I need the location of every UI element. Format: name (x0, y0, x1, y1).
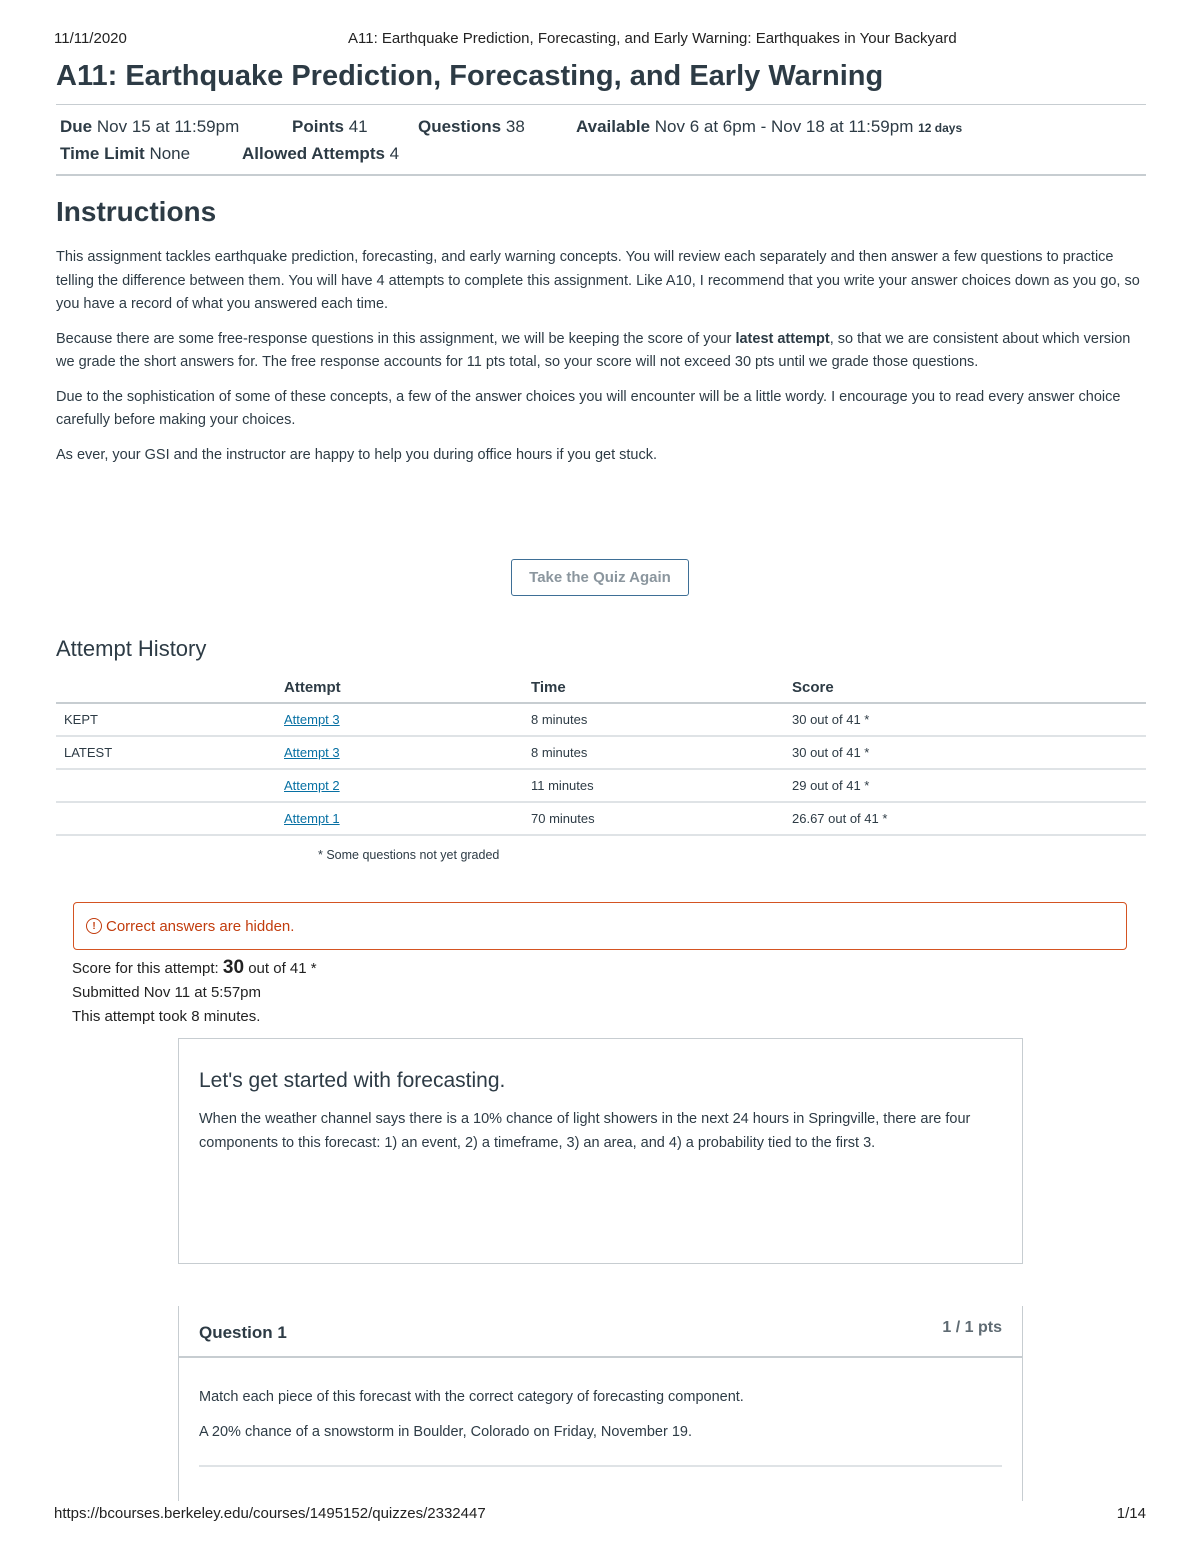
meta-due: Due Nov 15 at 11:59pm (60, 117, 240, 136)
instructions-paragraph: Because there are some free-response questions in this assignment, we will be keeping the score of your latest attempt, so that we are consistent about which version we grade the short answers for. The free response accounts for 11 pts total, so your score will not exceed 30 pts until we grade those questions. (56, 330, 1131, 370)
question-title: Question 1 (199, 1323, 287, 1342)
correct-answers-hidden-alert (73, 902, 1127, 950)
attempt-summary (72, 956, 317, 1029)
attempt-status: LATEST (56, 736, 284, 769)
forecasting-intro-block (178, 1038, 1023, 1264)
attempt-link[interactable]: Attempt 3 (284, 745, 340, 760)
question-points: 1 / 1 pts (942, 1319, 1002, 1336)
attempt-history-title: Attempt History (56, 636, 207, 661)
attempt-duration: This attempt took 8 minutes. (72, 1008, 261, 1025)
attempt-time: 8 minutes (531, 736, 792, 769)
attempt-score: 29 out of 41 * (792, 769, 1146, 802)
table-row (56, 736, 1146, 769)
table-header-row (56, 672, 1146, 703)
question-1 (178, 1306, 1023, 1501)
attempt-status: KEPT (56, 703, 284, 736)
attempt-link[interactable]: Attempt 1 (284, 811, 340, 826)
alert-text: Correct answers are hidden. (106, 917, 295, 935)
instructions-paragraph: Due to the sophistication of some of these concepts, a few of the answer choices you will encounter will be a little wordy. I encourage you to read every answer choice carefully before making your choices. (56, 388, 1121, 428)
attempt-status (56, 802, 284, 835)
attempt-score-value: 30 (222, 957, 245, 978)
text-block-body: When the weather channel says there is a 10% chance of light showers in the next 24 hours in Springville, there are four components to this forecast: 1) an event, 2) a timeframe, 3) an area, and 4) a probability tied to the first 3. (199, 1111, 971, 1151)
attempt-link[interactable]: Attempt 2 (284, 778, 340, 793)
meta-points: Points 41 (292, 117, 368, 136)
ungraded-footnote: * Some questions not yet graded (318, 848, 500, 862)
attempt-score: 30 out of 41 * (792, 736, 1146, 769)
question-prompt: Match each piece of this forecast with the correct category of forecasting component. (199, 1389, 744, 1405)
attempt-history-table (56, 672, 1146, 836)
instructions-title: Instructions (56, 196, 217, 227)
question-statement: A 20% chance of a snowstorm in Boulder, Colorado on Friday, November 19. (199, 1424, 692, 1440)
warning-icon: ! (86, 918, 102, 934)
question-body (179, 1358, 1022, 1467)
print-date: 11/11/2020 (54, 30, 127, 47)
question-divider (199, 1465, 1002, 1467)
instructions-paragraph: This assignment tackles earthquake prediction, forecasting, and early warning concepts. You will review each separately and then answer a few questions to practice telling the difference between them. You will have 4 attempts to complete this assignment. Like A10, I recommend that you write your answer choices down as you go, so you have a record of what you answered each time. (56, 249, 1140, 312)
print-page-number: 1/14 (1116, 1505, 1146, 1522)
attempt-time: 8 minutes (531, 703, 792, 736)
meta-available: Available Nov 6 at 6pm - Nov 18 at 11:59pm 12 days (576, 117, 963, 136)
attempt-submitted: Submitted Nov 11 at 5:57pm (72, 984, 261, 1001)
print-footer (54, 1505, 1146, 1522)
title-divider (56, 104, 1146, 105)
instructions-body (56, 246, 1146, 478)
print-doc-title: A11: Earthquake Prediction, Forecasting, and Early Warning: Earthquakes in Your Backyard (348, 30, 957, 47)
table-row (56, 802, 1146, 835)
attempt-link[interactable]: Attempt 3 (284, 712, 340, 727)
header-time: Time (531, 672, 792, 703)
header-score: Score (792, 672, 1146, 703)
attempt-status (56, 769, 284, 802)
attempt-score-line: Score for this attempt: 30 out of 41 * (72, 957, 317, 978)
instructions-paragraph: As ever, your GSI and the instructor are happy to help you during office hours if you get stuck. (56, 446, 658, 463)
attempt-score: 26.67 out of 41 * (792, 802, 1146, 835)
meta-allowed-attempts: Allowed Attempts 4 (242, 144, 400, 163)
table-row (56, 769, 1146, 802)
header-status (56, 672, 284, 703)
page-title: A11: Earthquake Prediction, Forecasting, and Early Warning (56, 60, 884, 92)
table-row (56, 703, 1146, 736)
print-url: https://bcourses.berkeley.edu/courses/1495152/quizzes/2332447 (54, 1505, 486, 1522)
header-attempt: Attempt (284, 672, 531, 703)
attempt-time: 70 minutes (531, 802, 792, 835)
text-block-title: Let's get started with forecasting. (199, 1069, 506, 1092)
meta-questions: Questions 38 (418, 117, 525, 136)
meta-time-limit: Time Limit None (60, 144, 191, 163)
take-quiz-again-button[interactable]: Take the Quiz Again (511, 559, 689, 596)
meta-divider (56, 174, 1146, 176)
attempt-score: 30 out of 41 * (792, 703, 1146, 736)
attempt-time: 11 minutes (531, 769, 792, 802)
question-header (179, 1306, 1022, 1358)
